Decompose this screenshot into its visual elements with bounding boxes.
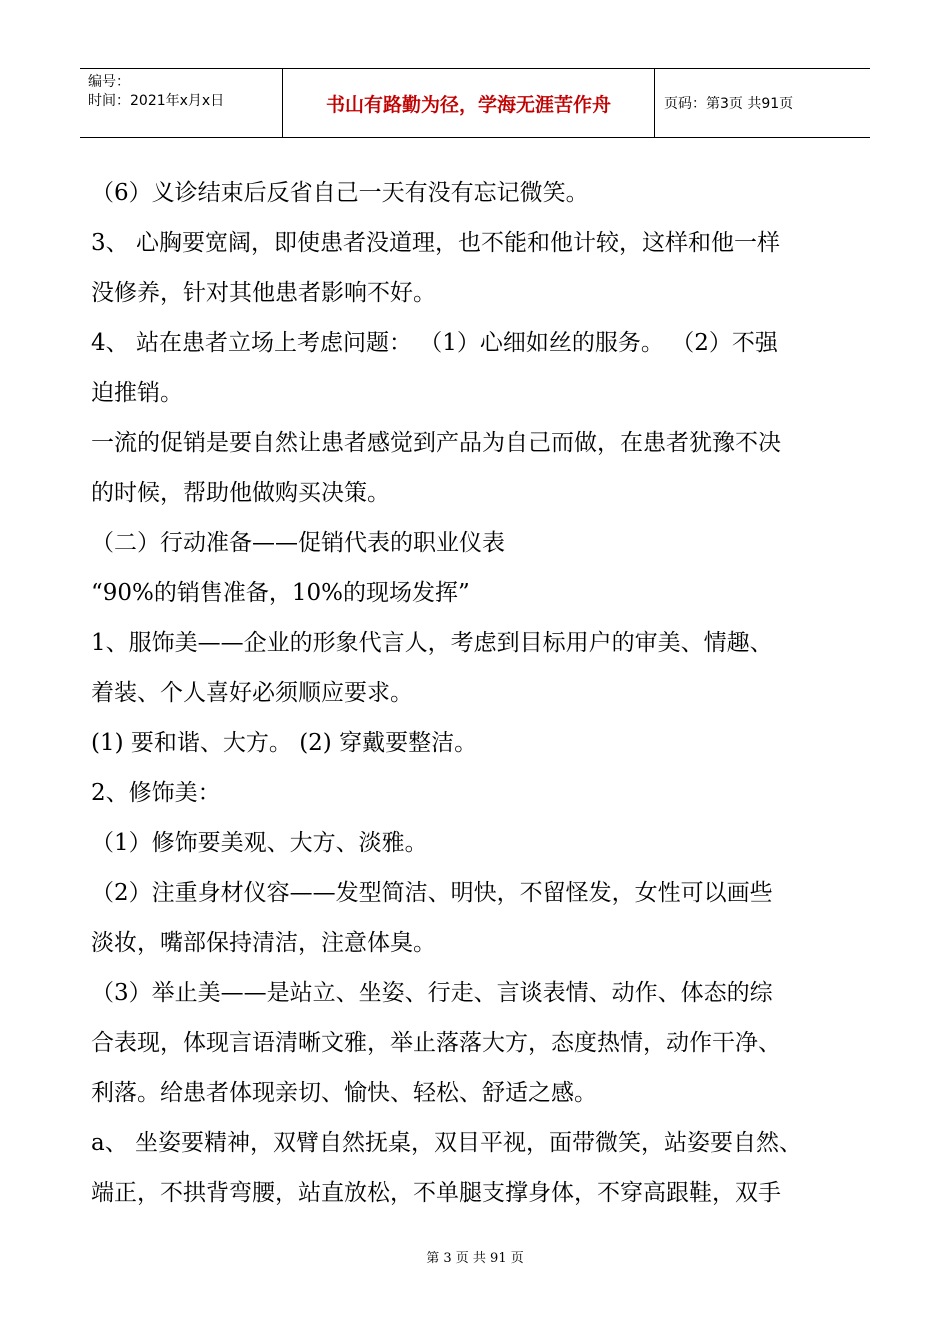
time-label: 时间：2021年x月x日	[88, 93, 225, 109]
text-line: 利落。给患者体现亲切、愉快、轻松、舒适之感。	[91, 1080, 597, 1106]
header-meta	[80, 69, 283, 137]
text-line: 2、修饰美：	[91, 780, 221, 806]
text-line: 合表现，体现言语清晰文雅，举止落落大方，态度热情，动作干净、	[91, 1030, 781, 1056]
text-line: 淡妆，嘴部保持清洁，注意体臭。	[91, 930, 436, 956]
text-line: （3）举止美——是站立、坐姿、行走、言谈表情、动作、体态的综	[91, 980, 773, 1006]
document-header	[80, 68, 870, 138]
text-line: 着装、个人喜好必须顺应要求。	[91, 680, 413, 706]
text-line: 3、 心胸要宽阔，即使患者没道理，也不能和他计较，这样和他一样	[91, 230, 780, 256]
text-line: 4、 站在患者立场上考虑问题： （1）心细如丝的服务。 （2）不强	[91, 330, 778, 356]
document-body	[91, 168, 881, 1218]
text-line: （二）行动准备——促销代表的职业仪表	[91, 530, 505, 556]
text-line: （2）注重身材仪容——发型简洁、明快，不留怪发，女性可以画些	[91, 880, 773, 906]
header-page-info: 页码：第3页 共91页	[664, 96, 794, 112]
text-line: (1) 要和谐、大方。 (2) 穿戴要整洁。	[91, 730, 478, 756]
text-line: “90%的销售准备，10%的现场发挥”	[91, 580, 470, 606]
text-line: 1、服饰美——企业的形象代言人，考虑到目标用户的审美、情趣、	[91, 630, 773, 656]
page-footer: 第 3 页 共 91 页	[426, 1251, 524, 1266]
text-line: 一流的促销是要自然让患者感觉到产品为自己而做，在患者犹豫不决	[91, 430, 781, 456]
number-label: 编号：	[88, 74, 130, 90]
text-line: （1）修饰要美观、大方、淡雅。	[91, 830, 428, 856]
text-line: 的时候，帮助他做购买决策。	[91, 480, 390, 506]
text-line: （6）义诊结束后反省自己一天有没有忘记微笑。	[91, 180, 589, 206]
text-line: a、 坐姿要精神，双臂自然抚桌，双目平视，面带微笑，站姿要自然、	[91, 1130, 803, 1156]
text-line: 迫推销。	[91, 380, 183, 406]
text-line: 没修养，针对其他患者影响不好。	[91, 280, 436, 306]
header-motto: 书山有路勤为径，学海无涯苦作舟	[283, 69, 655, 137]
text-line: 端正，不拱背弯腰，站直放松，不单腿支撑身体，不穿高跟鞋，双手	[91, 1180, 781, 1206]
